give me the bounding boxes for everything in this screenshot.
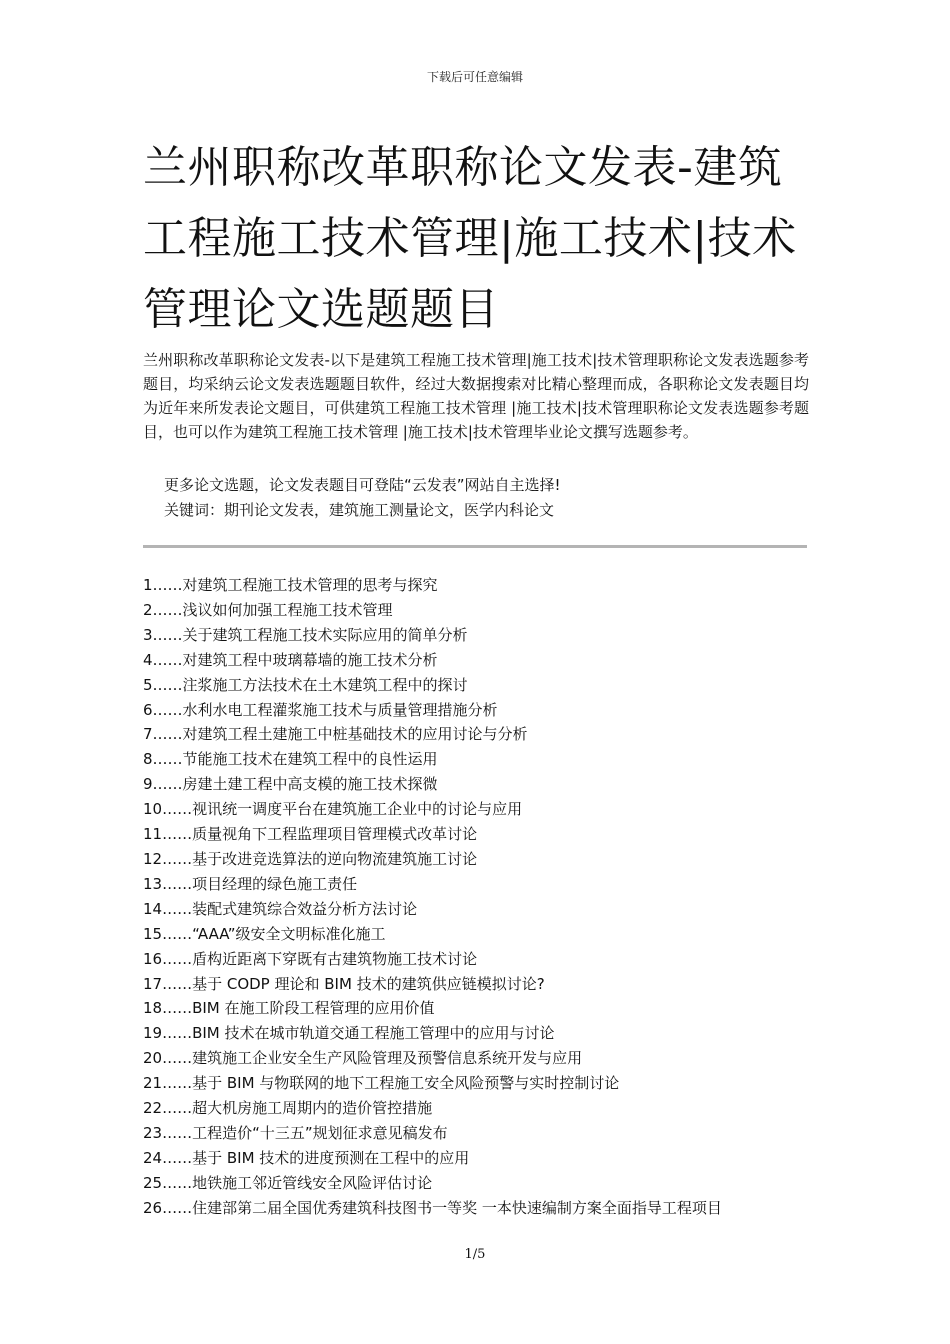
topic-item: 19……BIM 技术在城市轨道交通工程施工管理中的应用与讨论: [143, 1024, 555, 1043]
topic-item: 26……住建部第二届全国优秀建筑科技图书一等奖 一本快速编制方案全面指导工程项目: [143, 1198, 722, 1217]
topic-item: 13……项目经理的绿色施工责任: [143, 874, 358, 893]
topic-item: 20……建筑施工企业安全生产风险管理及预警信息系统开发与应用: [143, 1049, 583, 1068]
topic-item: 18……BIM 在施工阶段工程管理的应用价值: [143, 999, 435, 1018]
document-title: 兰州职称改革职称论文发表-建筑工程施工技术管理|施工技术|技术管理论文选题题目: [143, 142, 797, 335]
topic-item: 21……基于 BIM 与物联网的地下工程施工安全风险预警与实时控制讨论: [143, 1074, 620, 1093]
topic-item: 3……关于建筑工程施工技术实际应用的简单分析: [143, 625, 468, 644]
section-divider: [143, 545, 807, 548]
topic-item: 1……对建筑工程施工技术管理的思考与探究: [143, 576, 438, 594]
topic-item: 6……水利水电工程灌浆施工技术与质量管理措施分析: [143, 700, 498, 719]
topic-item: 10……视讯统一调度平台在建筑施工企业中的讨论与应用: [143, 800, 523, 819]
topic-item: 11……质量视角下工程监理项目管理模式改革讨论: [143, 825, 478, 844]
topic-item: 9……房建土建工程中高支模的施工技术探微: [143, 775, 438, 794]
topic-item: 4……对建筑工程中玻璃幕墙的施工技术分析: [143, 650, 438, 669]
keywords-line: 关键词：期刊论文发表，建筑施工测量论文，医学内科论文: [164, 501, 555, 519]
topic-item: 5……注浆施工方法技术在土木建筑工程中的探讨: [143, 675, 468, 694]
intro-paragraph: 兰州职称改革职称论文发表-以下是建筑工程施工技术管理|施工技术|技术管理职称论文发表选题参考题目，均采纳云论文发表选题题目软件，经过大数据搜索对比精心整理而成，各职称论文发表题目均为近年来所发表论文题目，可供建筑工程施工技术管理 |施工技术|技术管理职称论文发表选题参考题目，也可以作为建筑工程施工技术管理 |施工技术|技术管理毕业论文撰写选题参考。: [143, 351, 809, 441]
topic-item: 24……基于 BIM 技术的进度预测在工程中的应用: [143, 1148, 470, 1167]
topic-item: 15……“AAA”级安全文明标准化施工: [143, 924, 386, 943]
topic-item: 16……盾构近距离下穿既有古建筑物施工技术讨论: [143, 949, 478, 968]
header-note: 下载后可任意编辑: [426, 70, 523, 84]
topic-item: 12……基于改进竞选算法的逆向物流建筑施工讨论: [143, 849, 478, 868]
topic-item: 14……装配式建筑综合效益分析方法讨论: [143, 899, 418, 918]
topic-item: 2……浅议如何加强工程施工技术管理: [143, 600, 393, 619]
topic-item: 17……基于 CODP 理论和 BIM 技术的建筑供应链模拟讨论?: [143, 974, 545, 993]
topic-item: 25……地铁施工邻近管线安全风险评估讨论: [143, 1173, 433, 1192]
topic-item: 23……工程造价“十三五”规划征求意见稿发布: [143, 1123, 448, 1142]
topic-list: [143, 573, 813, 1221]
more-topics-note: 更多论文选题，论文发表题目可登陆“云发表”网站自主选择!: [164, 476, 561, 494]
page-number: 1/5: [464, 1247, 486, 1262]
topic-item: 7……对建筑工程土建施工中桩基础技术的应用讨论与分析: [143, 725, 528, 744]
topic-item: 8……节能施工技术在建筑工程中的良性运用: [143, 750, 438, 769]
topic-item: 22……超大机房施工周期内的造价管控措施: [143, 1099, 433, 1118]
